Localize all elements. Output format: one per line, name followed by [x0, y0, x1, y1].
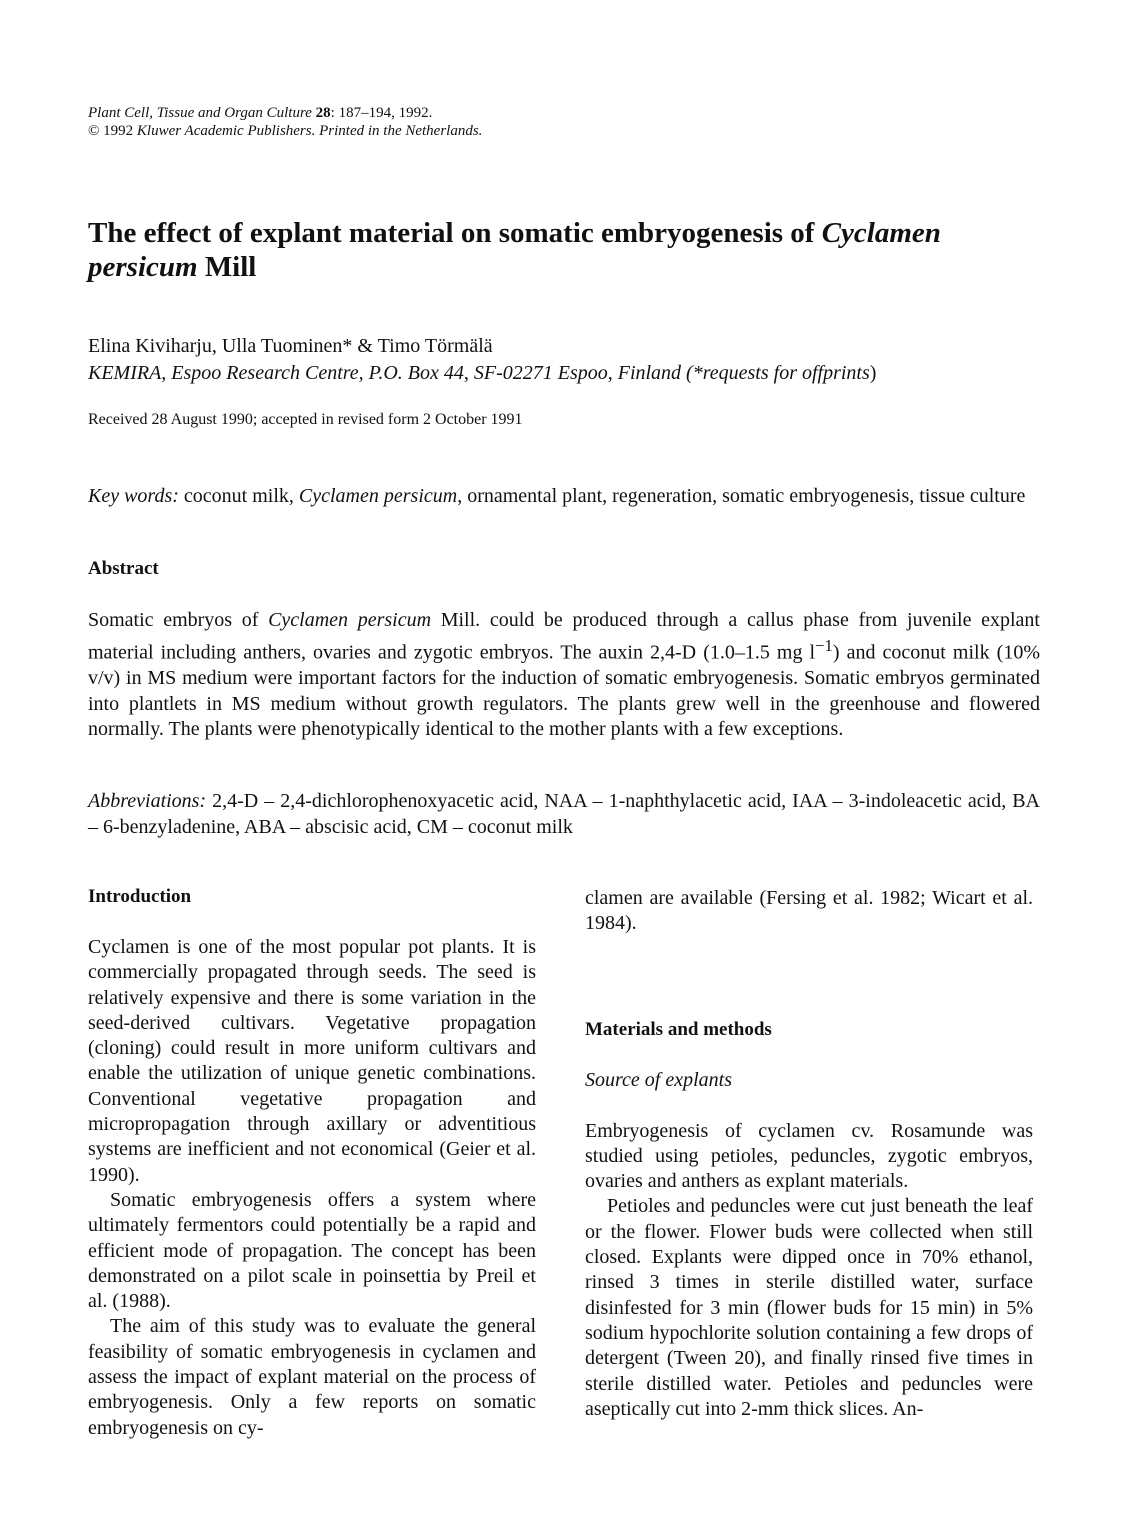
abbreviations-label: Abbreviations:: [88, 790, 207, 812]
abstract-text-3: ) and coconut milk (10% v/v) in MS medium were important factors for the induction of somatic embryogenesis. Somatic embryos germinated into plantlets in MS medium without growth regulators. The plants grew well in the greenhouse and flowered normally. The plants were phenotypically identical to the mother plants with a few exceptions.: [88, 641, 1040, 740]
keywords-label: Key words:: [88, 485, 179, 507]
publisher-line: Kluwer Academic Publishers. Printed in the Netherlands.: [136, 123, 483, 139]
keywords-text-1: coconut milk,: [178, 485, 299, 507]
intro-paragraph-4: clamen are available (Fersing et al. 1982; Wicart et al. 1984).: [585, 887, 1033, 935]
abstract-heading: Abstract: [88, 558, 159, 579]
journal-volume: 28: [315, 105, 331, 121]
title-species: persicum: [88, 251, 198, 283]
journal-line-2: [88, 122, 482, 140]
journal-citation: [88, 104, 482, 140]
offprints-note: *requests for offprints: [692, 362, 870, 384]
introduction-heading: Introduction: [88, 886, 192, 907]
intro-paragraph-1: Cyclamen is one of the most popular pot plants. It is commercially propagated through seeds. The seed is relatively expensive and there is some variation in the seed-derived cultivars. Vegetative propagation (cloning) could result in more uniform cultivars and enable the utilization of unique genetic combinations. Conventional vegetative propagation and micropropagation through axillary or adventitious systems are inefficient and not economical (Geier et al. 1990).: [88, 936, 536, 1186]
affiliation-text: KEMIRA, Espoo Research Centre, P.O. Box 44, SF-02271 Espoo, Finland (: [88, 362, 693, 384]
affiliation: [88, 361, 876, 385]
affiliation-close: ): [869, 362, 877, 384]
intro-paragraph-2: Somatic embryogenesis offers a system where ultimately fermentors could potentially be a rapid and efficient mode of propagation. The concept has been demonstrated on a pilot scale in poinsettia by Preil et al. (1988).: [88, 1188, 536, 1313]
methods-paragraph-1: Embryogenesis of cyclamen cv. Rosamunde was studied using petioles, peduncles, zygotic embryos, ovaries and anthers as explant materials.: [585, 1119, 1033, 1193]
abstract-superscript: −1: [815, 636, 833, 656]
source-of-explants-subheading: Source of explants: [585, 1068, 733, 1091]
abstract-body: [88, 608, 1040, 742]
title-authority: Mill: [204, 251, 257, 283]
title-genus: Cyclamen: [821, 217, 941, 249]
paper-title: [88, 216, 1048, 284]
author-list: Elina Kiviharju, Ulla Tuominen* & Timo Törmälä: [88, 335, 493, 357]
keywords-species: Cyclamen persicum: [298, 485, 458, 507]
abstract-text-1: Somatic embryos of: [88, 609, 269, 631]
copyright-year: © 1992: [88, 123, 134, 139]
keywords-text-2: , ornamental plant, regeneration, somatic embryogenesis, tissue culture: [457, 485, 1026, 507]
received-dates: Received 28 August 1990; accepted in revised form 2 October 1991: [88, 411, 523, 428]
methods-heading: Materials and methods: [585, 1018, 772, 1040]
intro-paragraph-3: The aim of this study was to evaluate the general feasibility of somatic embryogenesis in cyclamen and assess the impact of explant material on the process of embryogenesis. Only a few reports on somatic embryogenesis on cy-: [88, 1315, 536, 1439]
abstract-species: Cyclamen persicum: [268, 609, 432, 631]
right-column: [585, 886, 1033, 1422]
abbreviations-text: 2,4-D – 2,4-dichlorophenoxyacetic acid, NAA – 1-naphthylacetic acid, IAA – 3-indoleacetic acid, BA – 6-benzyladenine, ABA – abscisic acid, CM – coconut milk: [88, 790, 1040, 838]
abstract-text-2: Mill. could be produced through a callus phase from juvenile explant material including anthers, ovaries and zygotic embryos. The auxin 2,4-D (1.0–1.5 mg l: [88, 609, 1040, 664]
journal-line-1: [88, 104, 482, 122]
journal-pages-year: : 187–194, 1992.: [330, 105, 433, 121]
title-text: The effect of explant material on somatic embryogenesis of: [88, 217, 815, 249]
abbreviations: [88, 789, 1040, 840]
left-column: [88, 884, 536, 1441]
journal-name: Plant Cell, Tissue and Organ Culture: [88, 105, 312, 121]
methods-paragraph-2: Petioles and peduncles were cut just beneath the leaf or the flower. Flower buds were collected when still closed. Explants were dipped once in 70% ethanol, rinsed 3 times in sterile distilled water, surface disinfested for 3 min (flower buds for 15 min) in 5% sodium hypochlorite solution containing a few drops of detergent (Tween 20), and finally rinsed five times in sterile distilled water. Petioles and peduncles were aseptically cut into 2-mm thick slices. An-: [585, 1195, 1033, 1420]
keywords: [88, 484, 1040, 509]
